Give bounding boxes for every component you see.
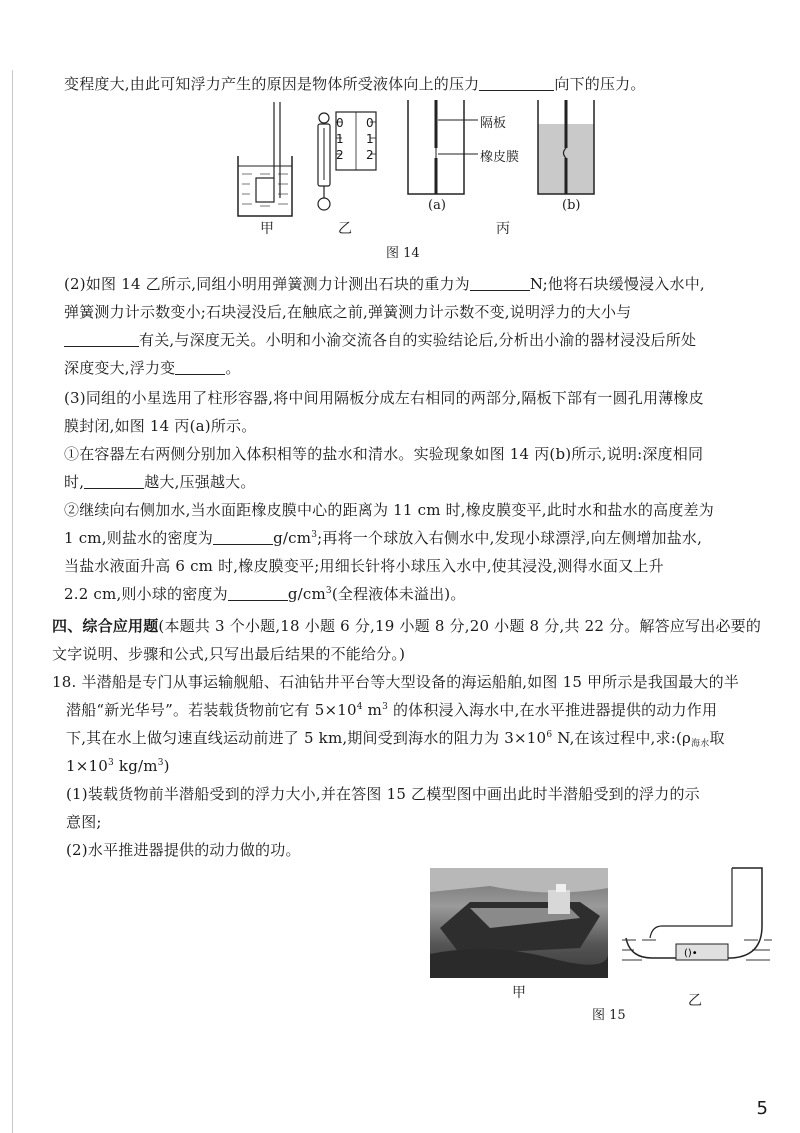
answer-blank-7[interactable] (228, 582, 288, 601)
unit-exponent: 3 (311, 530, 318, 540)
q18-line3b: N,在该过程中,求:(ρ (552, 729, 692, 747)
scale-label-2-left: 2 (336, 148, 344, 162)
scale-label-2-right: 2 (366, 148, 374, 162)
q18-sub1-line2: 意图; (66, 813, 102, 831)
q18-exp-b: 3 (382, 702, 388, 712)
scale-label-1-right: 1 (366, 132, 374, 146)
q2-line4: 深度变大,浮力变 (64, 359, 176, 377)
q18-sub2: (2)水平推进器提供的动力做的功。 (66, 841, 301, 859)
intro-text: 变程度大,由此可知浮力产生的原因是物体所受液体向上的压力 (64, 75, 480, 93)
fig14-bing-a-container (408, 100, 478, 194)
callout-partition: 隔板 (480, 116, 507, 131)
q3-part2-line1: ②继续向右侧加水,当水面距橡皮膜中心的距离为 11 cm 时,橡皮膜变平,此时水和盐水的高度差为 (64, 501, 714, 519)
q3-part1-line1: ①在容器左右两侧分别加入体积相等的盐水和清水。实验现象如图 14 丙(b)所示,说明:深度相同 (64, 445, 704, 463)
scale-label-0-right: 0 (366, 116, 374, 130)
fig14-caption: 图 14 (386, 246, 420, 261)
q18-exp-d: 3 (108, 758, 114, 768)
fig14-label-jia: 甲 (260, 221, 274, 237)
semi-submersible-model (622, 866, 772, 978)
q2-line2: 弹簧测力计示数变小;石块浸没后,在触底之前,弹簧测力计示数不变,说明浮力的大小与 (64, 303, 632, 321)
binding-margin-line (12, 70, 13, 1133)
question-2 (64, 270, 780, 382)
page-number: 5 (756, 1098, 768, 1119)
section-4-title: 四、综合应用题 (52, 617, 159, 635)
q2-line1: (2)如图 14 乙所示,同组小明用弹簧测力计测出石块的重力为 (64, 275, 470, 293)
q3-part2-line2-tail: ;再将一个球放入右侧水中,发现小球漂浮,向左侧增加盐水, (317, 529, 703, 547)
answer-blank-1[interactable] (479, 72, 554, 91)
q18-line2b: m (362, 701, 383, 719)
section-4-header (52, 612, 780, 668)
answer-blank-6[interactable] (213, 526, 273, 545)
q18-exp-e: 3 (157, 758, 164, 768)
q18-line2a: 潜船“新光华号”。若装载货物前它有 5×10 (66, 701, 357, 719)
q3-part2-line4-tail: (全程液体未溢出)。 (331, 585, 466, 603)
q18-line4c: ) (163, 757, 170, 775)
q3-line2: 膜封闭,如图 14 丙(a)所示。 (64, 417, 257, 435)
q3-part2-line3: 当盐水液面升高 6 cm 时,橡皮膜变平;用细长针将小球压入水中,使其浸没,测得水面又上升 (64, 557, 664, 575)
q18-sub1-line1: (1)装载货物前半潜船受到的浮力大小,并在答图 15 乙模型图中画出此时半潜船受到的浮力的示 (66, 785, 700, 803)
q18-number: 18. (52, 673, 77, 691)
q18-line1: 半潜船是专门从事运输舰船、石油钻井平台等大型设备的海运船舶,如图 15 甲所示是我国最大的半 (81, 673, 740, 691)
model-center-mark: ()• (684, 948, 698, 959)
scale-label-0-left: 0 (336, 116, 344, 130)
q18-line3c: 取 (709, 729, 725, 747)
question-18 (52, 668, 780, 864)
answer-blank-5[interactable] (84, 470, 144, 489)
fig15-caption: 图 15 (592, 1008, 626, 1023)
q18-line4a: 1×10 (66, 757, 108, 775)
q3-part2-line4: 2.2 cm,则小球的密度为 (64, 585, 228, 603)
answer-blank-4[interactable] (175, 356, 225, 375)
fig14-label-yi: 乙 (338, 221, 352, 237)
ship-photo (430, 868, 608, 978)
fig15-label-yi: 乙 (688, 993, 702, 1009)
fig14-label-a: (a) (428, 198, 446, 213)
q18-exp-a: 4 (356, 702, 363, 712)
figure-14 (220, 98, 600, 248)
q2-line4-tail: 。 (225, 359, 241, 377)
q2-line3: 有关,与深度无关。小明和小渝交流各自的实验结论后,分析出小渝的器材浸没后所处 (139, 331, 697, 349)
fig14-bing-b-container (538, 100, 594, 194)
fig14-label-b: (b) (562, 198, 581, 213)
q2-line1-tail: N;他将石块缓慢浸入水中, (529, 275, 705, 293)
section-4-desc1: (本题共 3 个小题,18 小题 6 分,19 小题 8 分,20 小题 8 分,共 22 分。解答应写出必要的 (158, 617, 762, 635)
q18-exp-c: 6 (546, 730, 553, 740)
q18-line3a: 下,其在水上做匀速直线运动前进了 5 km,期间受到海水的阻力为 3×10 (66, 729, 547, 747)
callout-membrane: 橡皮膜 (480, 150, 520, 165)
q18-line2c: 的体积浸入海水中,在水平推进器提供的动力作用 (388, 701, 718, 719)
question-3 (64, 384, 780, 608)
fig14-jia-beaker (238, 102, 292, 216)
q3-part1-line2-tail: 越大,压强越大。 (144, 473, 256, 491)
ship-illustration (430, 868, 608, 978)
intro-paragraph (64, 70, 780, 98)
scale-label-1-left: 1 (336, 132, 344, 146)
answer-blank-2[interactable] (470, 272, 530, 291)
q3-line1: (3)同组的小星选用了柱形容器,将中间用隔板分成左右相同的两部分,隔板下部有一圆孔用薄橡皮 (64, 389, 704, 407)
unit-gcm-2: g/cm (287, 585, 326, 603)
q3-part1-line2: 时, (64, 473, 85, 491)
q18-line4b: kg/m (113, 757, 158, 775)
unit-exponent-2: 3 (325, 586, 332, 596)
unit-gcm: g/cm (273, 529, 312, 547)
fig14-label-bing: 丙 (496, 221, 510, 237)
q18-sub-seawater: 海水 (691, 739, 710, 749)
answer-blank-3[interactable] (64, 328, 139, 347)
intro-text-tail: 向下的压力。 (554, 75, 646, 93)
section-4-desc2: 文字说明、步骤和公式,只写出最后结果的不能给分。) (52, 645, 406, 663)
fig15-label-jia: 甲 (512, 985, 526, 1001)
q3-part2-line2: 1 cm,则盐水的密度为 (64, 529, 214, 547)
